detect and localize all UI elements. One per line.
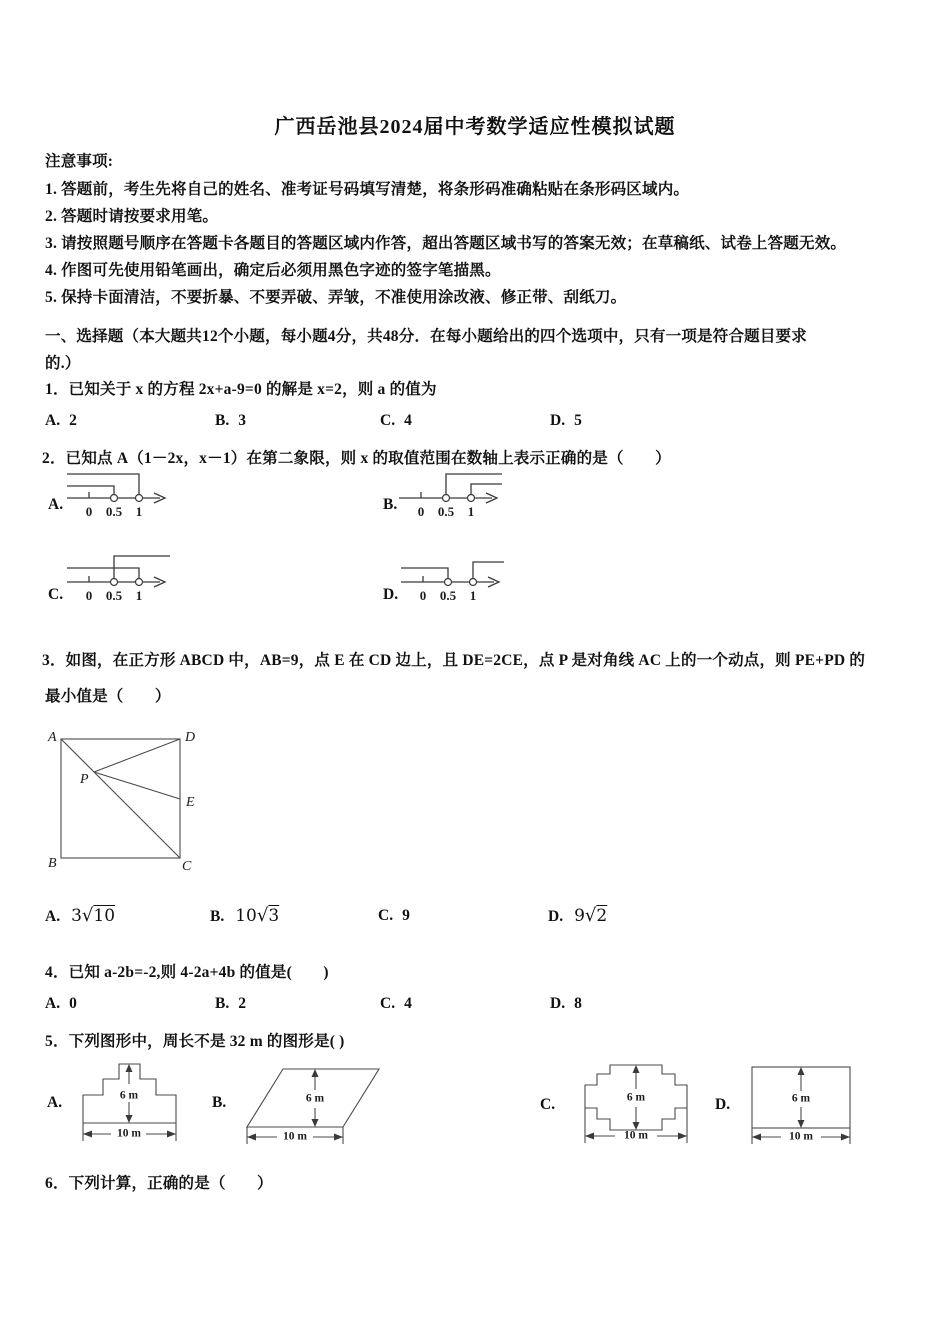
base-dimension-label: 10 m: [283, 1130, 307, 1143]
q1-option-d: [550, 412, 582, 430]
height-dimension-label: 6 m: [305, 1092, 325, 1105]
q3-option-b: [210, 905, 279, 926]
option-letter: D.: [550, 412, 566, 429]
tick-label: 0.5: [439, 588, 457, 603]
option-letter: B.: [215, 412, 230, 429]
height-dimension-label: 6 m: [626, 1091, 646, 1104]
option-value: 2: [238, 995, 246, 1012]
notice-item-4: 4. 作图可先使用铅笔画出，确定后必须用黑色字迹的签字笔描黑。: [45, 262, 501, 279]
tick-label: 1: [469, 588, 477, 603]
vertex-a-label: A: [48, 730, 57, 745]
option-value: 8: [574, 995, 582, 1012]
tick-label: 0: [85, 504, 93, 519]
tick-label: 0: [85, 588, 93, 603]
question-2-text: 2．已知点 A（1－2x，x－1）在第二象限，则 x 的取值范围在数轴上表示正确的是（ ）: [42, 450, 671, 467]
option-letter: A.: [45, 908, 61, 925]
base-dimension-label: 10 m: [117, 1127, 141, 1140]
point-e-label: E: [186, 795, 195, 810]
tick-label: 0: [419, 588, 427, 603]
q2-option-b-letter: B.: [383, 496, 398, 513]
q4-option-a: [45, 995, 77, 1013]
option-letter: C.: [378, 907, 394, 924]
option-value: 5: [574, 412, 582, 429]
option-letter: C.: [380, 995, 396, 1012]
option-value: 2: [69, 412, 77, 429]
option-value: 9√2: [574, 905, 608, 926]
option-value: 0: [69, 995, 77, 1012]
option-value: 4: [404, 995, 412, 1012]
q5-option-a-letter: A.: [47, 1094, 63, 1111]
question-1-text: 1．已知关于 x 的方程 2x+a-9=0 的解是 x=2，则 a 的值为: [45, 381, 437, 398]
notice-item-3: 3. 请按照题号顺序在答题卡各题目的答题区域内作答，超出答题区域书写的答案无效；在草稿纸、试卷上答题无效。: [45, 235, 847, 252]
question-6-text: 6．下列计算，正确的是（ ）: [45, 1175, 273, 1192]
height-dimension-label: 6 m: [119, 1089, 139, 1102]
stepped-cross-figure: [581, 1058, 689, 1148]
point-p-label: P: [80, 772, 89, 787]
q3-option-a: [45, 905, 115, 926]
option-letter: C.: [380, 412, 396, 429]
option-letter: A.: [45, 412, 61, 429]
tick-label: 1: [135, 588, 143, 603]
q4-option-b: [215, 995, 246, 1013]
q1-option-b: [215, 412, 246, 430]
question-3-text-line1: 3．如图，在正方形 ABCD 中，AB=9，点 E 在 CD 边上，且 DE=2CE，点 P 是对角线 AC 上的一个动点，则 PE+PD 的: [42, 652, 866, 669]
numberline-b-figure: [396, 466, 506, 522]
option-letter: B.: [210, 908, 225, 925]
option-value: 10√3: [235, 905, 280, 926]
section-heading-line1: 一、选择题（本大题共12个小题，每小题4分，共48分．在每小题给出的四个选项中，只有一项是符合题目要求: [45, 328, 807, 345]
q3-option-c: [378, 907, 410, 925]
q2-option-d-letter: D.: [383, 586, 399, 603]
option-letter: B.: [215, 995, 230, 1012]
notice-heading: 注意事项:: [45, 153, 114, 170]
tick-label: 0: [417, 504, 425, 519]
q5-option-c-letter: C.: [540, 1096, 556, 1113]
q5-option-b-letter: B.: [212, 1094, 227, 1111]
option-letter: A.: [45, 995, 61, 1012]
question-5-text: 5．下列图形中，周长不是 32 m 的图形是( ): [45, 1033, 345, 1050]
question-3-text-line2: 最小值是（ ）: [45, 688, 171, 705]
option-value: 3: [238, 412, 246, 429]
option-value: 3√10: [71, 905, 116, 926]
numberline-c-figure: [64, 550, 174, 606]
q2-option-a-letter: A.: [48, 496, 64, 513]
q1-option-c: [380, 412, 412, 430]
q1-option-a: [45, 412, 77, 430]
page-title: 广西岳池县2024届中考数学适应性模拟试题: [274, 116, 676, 138]
vertex-b-label: B: [48, 856, 57, 871]
tick-label: 0.5: [105, 504, 123, 519]
numberline-a-figure: [64, 466, 174, 522]
option-letter: D.: [550, 995, 566, 1012]
tick-label: 0.5: [105, 588, 123, 603]
numberline-d-figure: [398, 550, 508, 606]
option-value: 9: [402, 907, 410, 924]
option-value: 4: [404, 412, 412, 429]
q4-option-c: [380, 995, 412, 1013]
tick-label: 1: [467, 504, 475, 519]
q2-option-c-letter: C.: [48, 586, 64, 603]
height-dimension-label: 6 m: [791, 1092, 811, 1105]
section-heading-line2: 的.）: [45, 355, 81, 372]
parallelogram-figure: [236, 1058, 392, 1146]
q4-option-d: [550, 995, 582, 1013]
rectangle-figure: [748, 1058, 856, 1146]
vertex-d-label: D: [185, 730, 196, 745]
vertex-c-label: C: [182, 859, 192, 874]
tick-label: 1: [135, 504, 143, 519]
option-letter: D.: [548, 908, 564, 925]
base-dimension-label: 10 m: [789, 1130, 813, 1143]
base-dimension-label: 10 m: [624, 1129, 648, 1142]
notice-item-2: 2. 答题时请按要求用笔。: [45, 208, 219, 225]
question-4-text: 4．已知 a-2b=-2,则 4-2a+4b 的值是( ): [45, 964, 329, 981]
stepped-pyramid-figure: [76, 1054, 184, 1146]
q3-option-d: [548, 905, 607, 926]
tick-label: 0.5: [437, 504, 455, 519]
notice-item-1: 1. 答题前，考生先将自己的姓名、准考证号码填写清楚，将条形码准确粘贴在条形码区域内。: [45, 181, 690, 198]
q5-option-d-letter: D.: [715, 1096, 731, 1113]
notice-item-5: 5. 保持卡面清洁，不要折暴、不要弄破、弄皱，不准使用涂改液、修正带、刮纸刀。: [45, 289, 627, 306]
square-figure: [38, 720, 213, 872]
